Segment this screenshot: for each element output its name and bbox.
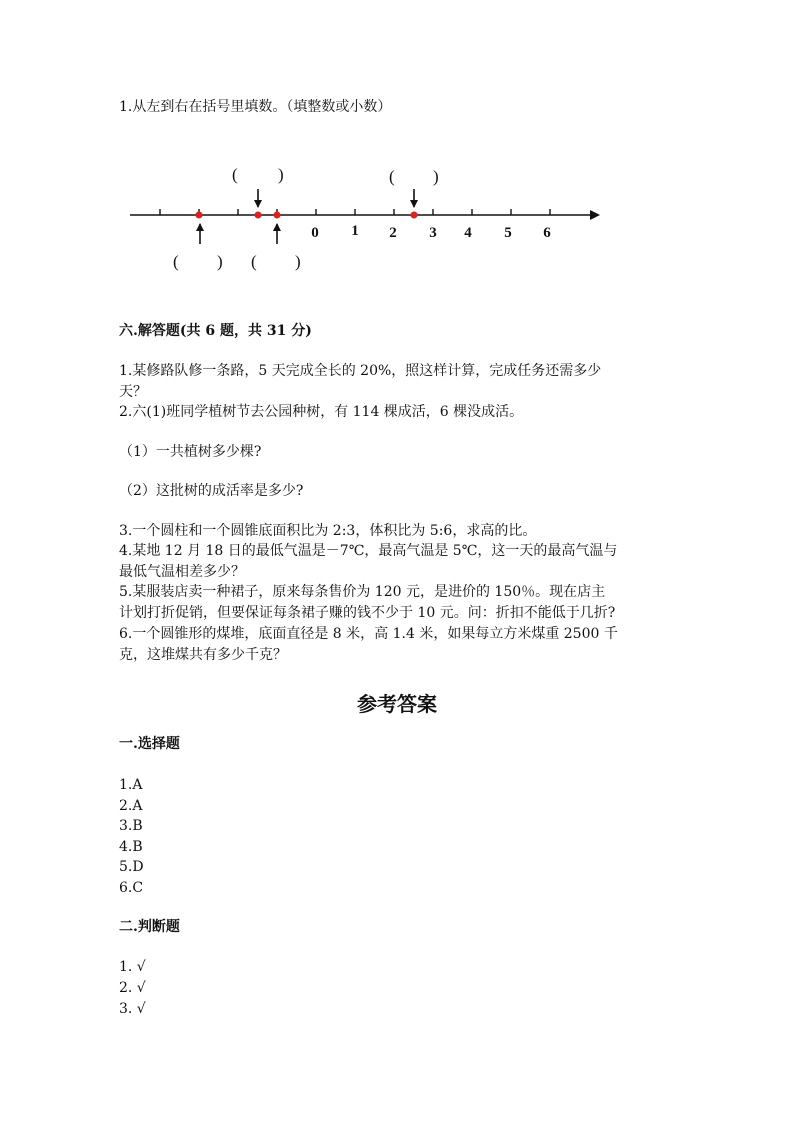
answer-item: 3. √ bbox=[119, 1001, 146, 1017]
answers-section-2-heading: 二.判断题 bbox=[119, 919, 180, 935]
answer-item: 2. √ bbox=[119, 980, 146, 996]
answers-section-1-heading: 一.选择题 bbox=[119, 736, 180, 752]
tick-label: 3 bbox=[429, 225, 437, 241]
answer-item: 4.B bbox=[119, 839, 143, 855]
answer-item: 1. √ bbox=[119, 959, 146, 975]
axis-arrow-icon bbox=[590, 210, 600, 220]
question-6-3: 3.一个圆柱和一个圆锥底面积比为 2:3，体积比为 5:6，求高的比。 bbox=[119, 523, 537, 539]
marked-point bbox=[255, 212, 262, 219]
question-6-5-line1: 5.某服装店卖一种裙子，原来每条售价为 120 元，是进价的 150％。现在店主 bbox=[119, 584, 606, 600]
tick-label: 0 bbox=[311, 225, 319, 241]
tick-label: 2 bbox=[389, 225, 397, 241]
tick-label: 4 bbox=[464, 225, 472, 241]
question-6-2-sub1: （1）一共植树多少棵? bbox=[119, 444, 262, 460]
answer-item: 3.B bbox=[119, 818, 143, 834]
blank-paren-close: ) bbox=[433, 167, 439, 186]
answer-item: 5.D bbox=[119, 859, 144, 875]
answers-title: 参考答案 bbox=[357, 692, 437, 716]
answer-item: 1.A bbox=[119, 777, 143, 793]
tick-label: 6 bbox=[543, 225, 551, 241]
number-line-diagram bbox=[0, 0, 794, 290]
tick-labels bbox=[311, 223, 551, 241]
blank-paren-open: ( bbox=[251, 252, 257, 271]
tick-label: 5 bbox=[504, 225, 512, 241]
question-6-1-line2: 天？ bbox=[119, 384, 147, 400]
blank-paren-close: ) bbox=[295, 252, 301, 271]
question-6-4-line1: 4.某地 12 月 18 日的最低气温是－7℃，最高气温是 5℃，这一天的最高气温与 bbox=[119, 543, 618, 559]
marked-point bbox=[411, 212, 418, 219]
ticks bbox=[160, 209, 550, 215]
marked-point bbox=[274, 212, 281, 219]
tick-label: 1 bbox=[351, 223, 359, 239]
pointer-arrows bbox=[200, 189, 414, 244]
marked-point bbox=[196, 212, 203, 219]
answer-item: 2.A bbox=[119, 798, 143, 814]
blank-paren-open: ( bbox=[232, 165, 238, 184]
answer-blanks bbox=[173, 165, 439, 271]
section-6-heading: 六.解答题(共 6 题，共 31 分) bbox=[119, 323, 312, 339]
question-5-1-prompt: 1.从左到右在括号里填数。（填整数或小数） bbox=[119, 99, 392, 115]
question-6-1-line1: 1.某修路队修一条路，5 天完成全长的 20%，照这样计算，完成任务还需多少 bbox=[119, 363, 602, 379]
answer-item: 6.C bbox=[119, 880, 144, 896]
blank-paren-close: ) bbox=[278, 165, 284, 184]
question-6-6-line2: 克，这堆煤共有多少千克？ bbox=[119, 647, 287, 663]
question-6-2-sub2: （2）这批树的成活率是多少? bbox=[119, 483, 304, 499]
question-6-4-line2: 最低气温相差多少？ bbox=[119, 564, 245, 580]
question-6-5-line2: 计划打折促销，但要保证每条裙子赚的钱不少于 10 元。问：折扣不能低于几折? bbox=[119, 605, 616, 621]
question-6-2: 2.六(1)班同学植树节去公园种树，有 114 棵成活，6 棵没成活。 bbox=[119, 404, 524, 420]
question-6-6-line1: 6.一个圆锥形的煤堆，底面直径是 8 米，高 1.4 米，如果每立方米煤重 2500 千 bbox=[119, 626, 618, 642]
blank-paren-open: ( bbox=[173, 252, 179, 271]
blank-paren-open: ( bbox=[389, 167, 395, 186]
blank-paren-close: ) bbox=[217, 252, 223, 271]
